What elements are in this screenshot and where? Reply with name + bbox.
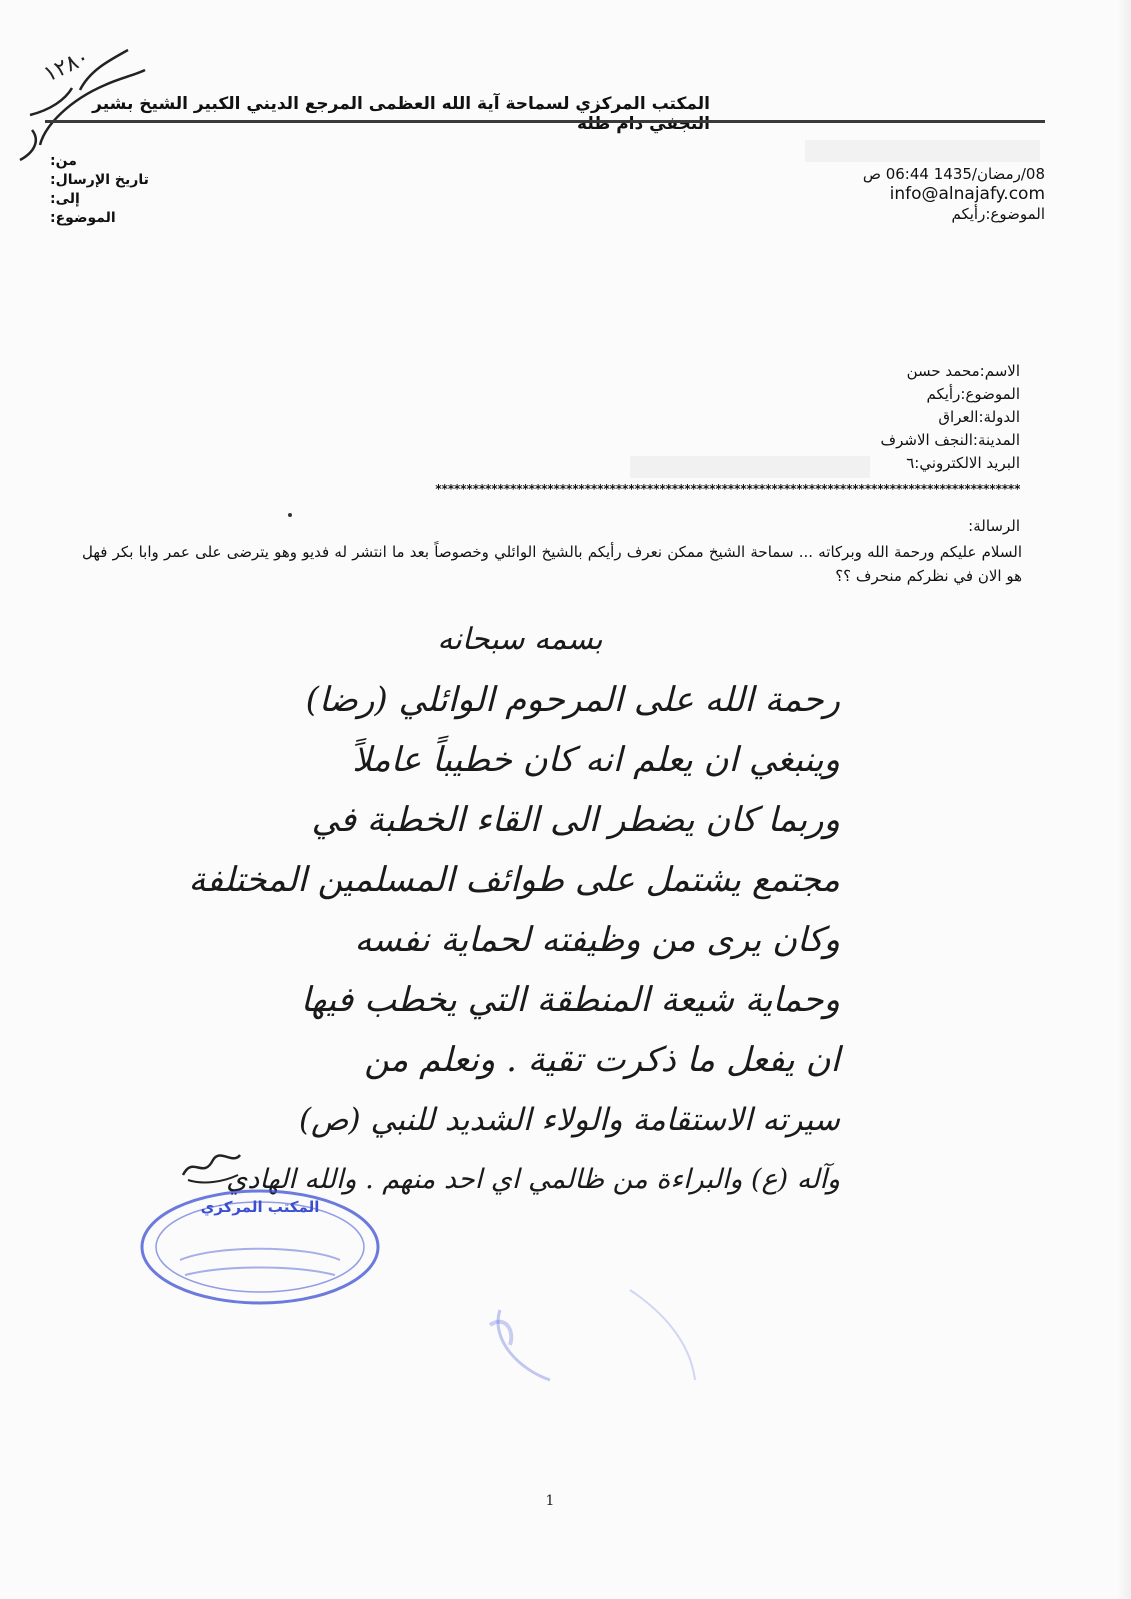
reply-line: سيرته الاستقامة والولاء الشديد للنبي (ص) — [298, 1102, 840, 1138]
field-email: البريد الالكتروني:٦ — [906, 454, 1020, 472]
ink-dot — [288, 513, 292, 517]
stamp-title: المكتب المركزي — [200, 1198, 320, 1216]
star-separator: ********************************************************************************************** — [434, 482, 1020, 496]
redacted-sender — [805, 140, 1040, 162]
reply-line: وينبغي ان يعلم انه كان خطيباً عاملاً — [352, 740, 840, 780]
header-divider — [45, 120, 1045, 123]
reply-line: وآله (ع) والبراءة من ظالمي اي احد منهم . والله الهادي — [226, 1164, 840, 1195]
reply-line: رحمة الله على المرحوم الوائلي (رضا) — [305, 680, 840, 720]
message-body: السلام عليكم ورحمة الله وبركاته ... سماحة الشيخ ممكن نعرف رأيكم بالشيخ الوائلي وخصوصاً بعد ما انتشر له فديو وهو يترضى على عمر وابا بكر فهل هو الان في نظركم منحرف ؟؟ — [82, 543, 1022, 585]
from-label: من: — [50, 153, 77, 169]
reply-line: ان يفعل ما ذكرت تقية . ونعلم من — [364, 1040, 840, 1080]
office-title: المكتب المركزي لسماحة آية الله العظمى المرجع الديني الكبير الشيخ بشير النجفي دام ظله — [92, 94, 710, 134]
to-label: إلى: — [50, 191, 80, 207]
message-label: الرسالة: — [968, 517, 1020, 535]
reply-basmala: بسمه سبحانه — [437, 622, 603, 657]
redacted-email — [630, 456, 870, 478]
subject-value: الموضوع:رأيكم — [951, 205, 1045, 223]
field-subject: الموضوع:رأيكم — [926, 385, 1020, 403]
handwritten-reply — [188, 610, 840, 1210]
subject-label: الموضوع: — [50, 210, 116, 226]
field-city: المدينة:النجف الاشرف — [880, 431, 1020, 449]
sent-date-value: 08/رمضان/1435 06:44 ص — [862, 165, 1045, 183]
email-meta-labels — [50, 152, 160, 228]
reply-line: مجتمع يشتمل على طوائف المسلمين المختلفة — [188, 860, 840, 900]
email-meta-values — [760, 164, 1045, 224]
reply-line: وكان يرى من وظيفته لحماية نفسه — [354, 920, 840, 960]
sent-date-label: تاريخ الإرسال: — [50, 172, 149, 188]
page-edge-shadow — [1117, 0, 1131, 1599]
field-country: الدولة:العراق — [938, 408, 1020, 426]
page-number: 1 — [545, 1493, 555, 1509]
handwritten-number-text: ١٢٨٠ — [39, 44, 94, 88]
field-name: الاسم:محمد حسن — [906, 362, 1020, 380]
to-email-value: info@alnajafy.com — [889, 184, 1045, 204]
signature — [178, 1140, 248, 1190]
reply-line: وحماية شيعة المنطقة التي يخطب فيها — [300, 980, 840, 1020]
stamp-smudge — [460, 1270, 720, 1400]
reply-line: وربما كان يضطر الى القاء الخطبة في — [311, 800, 840, 840]
